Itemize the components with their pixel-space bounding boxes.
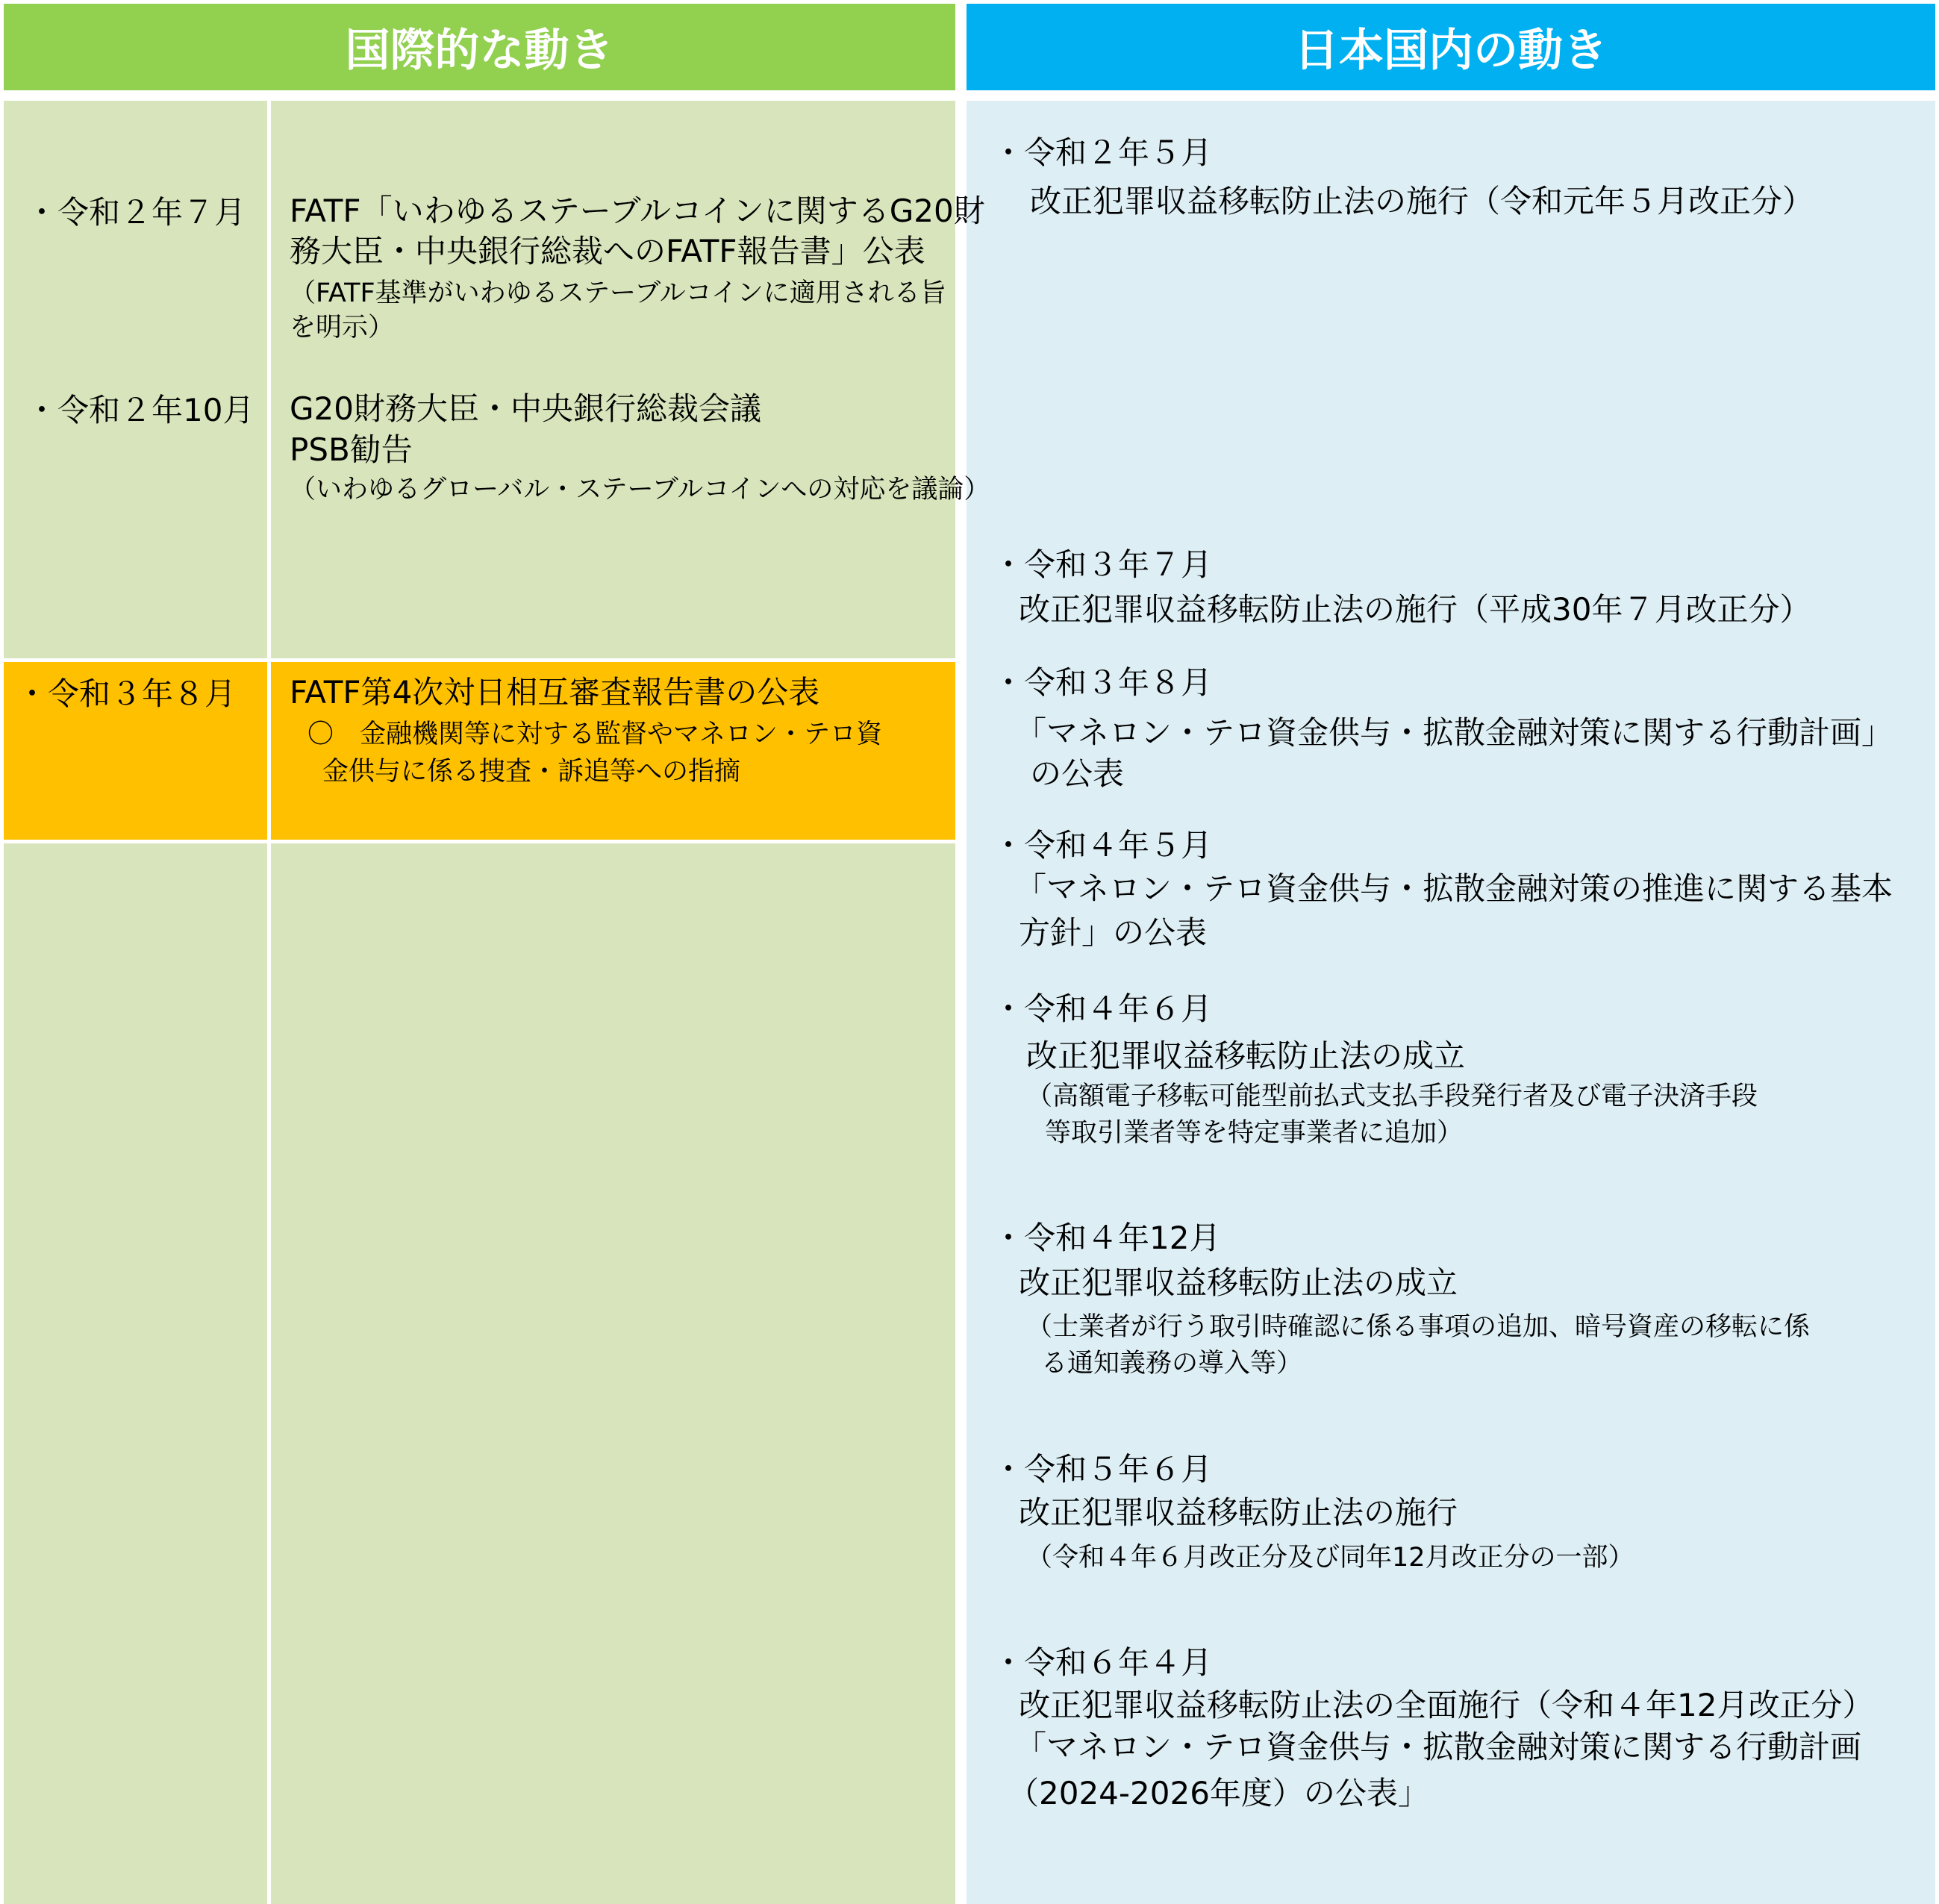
dom-note: （高額電子移転可能型前払式支払手段発行者及び電子決済手段 bbox=[1026, 1081, 1758, 1111]
dom-date: ・令和４年５月 bbox=[993, 827, 1213, 864]
event-cell-empty bbox=[271, 843, 955, 1904]
intl-line: G20財務大臣・中央銀行総裁会議 bbox=[290, 390, 761, 427]
dom-note: る通知義務の導入等） bbox=[1041, 1349, 1303, 1379]
dom-date: ・令和４年６月 bbox=[993, 990, 1213, 1027]
dom-line: 改正犯罪収益移転防止法の施行（平成30年７月改正分） bbox=[1019, 591, 1811, 628]
dom-line: 「マネロン・テロ資金供与・拡散金融対策の推進に関する基本 bbox=[1015, 870, 1893, 907]
date-cell-1 bbox=[4, 101, 267, 658]
domestic-header: 日本国内の動き bbox=[967, 4, 1935, 90]
intl-line: PSB勧告 bbox=[290, 431, 413, 468]
intl-note: 金供与に係る捜査・訴追等への指摘 bbox=[322, 757, 741, 787]
dom-line: （2024-2026年度）の公表」 bbox=[1008, 1775, 1429, 1811]
intl-date: ・令和２年７月 bbox=[26, 194, 246, 231]
intl-note: （いわゆるグローバル・ステーブルコインへの対応を議論） bbox=[290, 475, 990, 505]
dom-line: 方針」の公表 bbox=[1019, 914, 1208, 951]
dom-date: ・令和３年８月 bbox=[993, 664, 1213, 701]
dom-line: 改正犯罪収益移転防止法の成立 bbox=[1026, 1037, 1466, 1074]
intl-note: 〇 金融機関等に対する監督やマネロン・テロ資 bbox=[307, 720, 883, 749]
dom-line: 「マネロン・テロ資金供与・拡散金融対策に関する行動計画」 bbox=[1015, 714, 1893, 751]
intl-note: （FATF基準がいわゆるステーブルコインに適用される旨 bbox=[290, 278, 946, 308]
intl-date: ・令和２年10月 bbox=[26, 392, 255, 428]
dom-line: 改正犯罪収益移転防止法の施行（令和元年５月改正分） bbox=[1030, 183, 1814, 219]
intl-line: FATF第4次対日相互審査報告書の公表 bbox=[290, 674, 820, 711]
dom-line: 改正犯罪収益移転防止法の施行 bbox=[1019, 1494, 1458, 1531]
dom-line: の公表 bbox=[1030, 755, 1125, 792]
intl-date: ・令和３年８月 bbox=[16, 675, 237, 712]
dom-line: 改正犯罪収益移転防止法の全面施行（令和４年12月改正分） bbox=[1019, 1687, 1874, 1723]
event-cell-1 bbox=[271, 101, 955, 658]
dom-note: （令和４年６月改正分及び同年12月改正分の一部） bbox=[1026, 1543, 1634, 1573]
dom-date: ・令和５年６月 bbox=[993, 1451, 1213, 1488]
dom-date: ・令和３年７月 bbox=[993, 546, 1213, 583]
date-cell-empty bbox=[4, 843, 267, 1904]
dom-line: 「マネロン・テロ資金供与・拡散金融対策に関する行動計画 bbox=[1015, 1729, 1862, 1765]
dom-line: 改正犯罪収益移転防止法の成立 bbox=[1019, 1264, 1458, 1301]
international-header: 国際的な動き bbox=[4, 4, 955, 90]
dom-note: （士業者が行う取引時確認に係る事項の追加、暗号資産の移転に係 bbox=[1026, 1312, 1811, 1342]
dom-date: ・令和２年５月 bbox=[993, 134, 1213, 171]
intl-line: 務大臣・中央銀行総裁へのFATF報告書」公表 bbox=[290, 233, 925, 269]
intl-note: を明示） bbox=[290, 313, 395, 343]
dom-note: 等取引業者等を特定事業者に追加） bbox=[1045, 1118, 1464, 1148]
dom-date: ・令和４年12月 bbox=[993, 1220, 1221, 1256]
intl-line: FATF「いわゆるステーブルコインに関するG20財 bbox=[290, 193, 985, 229]
dom-date: ・令和６年４月 bbox=[993, 1644, 1213, 1681]
